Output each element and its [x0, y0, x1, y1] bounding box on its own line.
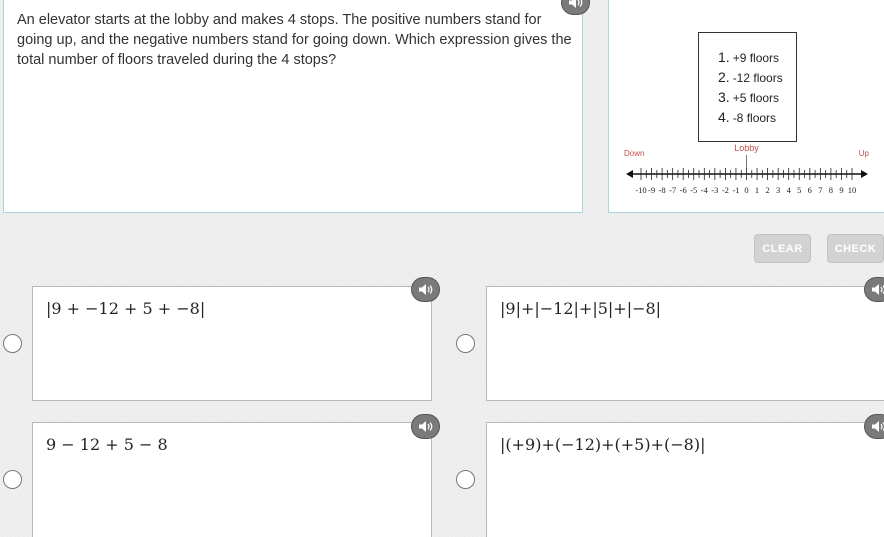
stop-item: 3. +5 floors — [718, 89, 780, 105]
stop-item: 1. +9 floors — [718, 49, 780, 65]
stop-item: 2. -12 floors — [718, 69, 783, 85]
number-line-tick-label: 7 — [818, 185, 823, 195]
question-text: An elevator starts at the lobby and makes 4 stops. The positive numbers stand for going up, and the negative numbers stand for going down. Which expression gives the total number of floors traveled during the 4 stops? — [17, 12, 572, 68]
down-label: Down — [624, 149, 645, 158]
number-line-tick-label: -3 — [711, 185, 719, 195]
number-line-tick-label: -6 — [679, 185, 687, 195]
speaker-icon — [871, 283, 884, 296]
number-line-tick-label: -9 — [648, 185, 656, 195]
number-line-tick-label: 8 — [828, 185, 834, 195]
speaker-icon — [418, 283, 433, 296]
check-button[interactable]: CHECK — [827, 234, 884, 263]
number-line — [609, 143, 884, 199]
clear-button[interactable]: CLEAR — [754, 234, 811, 263]
speaker-icon — [418, 420, 433, 433]
stops-list-box — [698, 32, 797, 142]
option-c-card[interactable] — [32, 422, 432, 537]
option-b-radio[interactable] — [456, 334, 475, 353]
number-line-tick-label: 5 — [797, 185, 802, 195]
option-d-card[interactable] — [486, 422, 884, 537]
number-line-tick-label: -2 — [721, 185, 729, 195]
number-line-tick-label: 1 — [754, 185, 760, 195]
number-line-tick-label: 4 — [786, 185, 791, 195]
number-line-tick-label: -8 — [658, 185, 666, 195]
lobby-label: Lobby — [734, 143, 759, 153]
number-line-tick-label: -1 — [732, 185, 740, 195]
number-line-tick-label: -4 — [700, 185, 708, 195]
option-b-card[interactable] — [486, 286, 884, 401]
speaker-icon — [871, 420, 884, 433]
speaker-icon — [568, 0, 583, 9]
option-d-audio-button[interactable] — [864, 414, 884, 439]
option-d-expression: |(+9)+(−12)+(+5)+(−8)| — [500, 435, 706, 454]
up-label: Up — [858, 149, 869, 158]
option-b-audio-button[interactable] — [864, 277, 884, 302]
figure-panel — [608, 0, 884, 213]
number-line-tick-label: 2 — [765, 185, 770, 195]
left-arrow-icon — [626, 170, 633, 178]
number-line-tick-label: -5 — [690, 185, 698, 195]
option-a-radio[interactable] — [3, 334, 22, 353]
option-a-card[interactable] — [32, 286, 432, 401]
number-line-tick-label: 10 — [847, 185, 857, 195]
option-a-expression: |9 + −12 + 5 + −8| — [46, 299, 206, 318]
number-line-tick-label: -7 — [669, 185, 677, 195]
question-panel — [3, 0, 583, 213]
stop-item: 4. -8 floors — [718, 109, 777, 125]
option-c-audio-button[interactable] — [411, 414, 440, 439]
option-c-radio[interactable] — [3, 470, 22, 489]
option-d-radio[interactable] — [456, 470, 475, 489]
number-line-tick-label: 6 — [807, 185, 812, 195]
number-line-tick-label: 3 — [776, 185, 781, 195]
right-arrow-icon — [861, 170, 868, 178]
number-line-tick-label: -10 — [635, 185, 647, 195]
option-a-audio-button[interactable] — [411, 277, 440, 302]
option-b-expression: |9|+|−12|+|5|+|−8| — [500, 299, 662, 318]
number-line-tick-label: 9 — [839, 185, 844, 195]
option-c-expression: 9 − 12 + 5 − 8 — [46, 435, 168, 454]
number-line-tick-label: 0 — [744, 185, 749, 195]
